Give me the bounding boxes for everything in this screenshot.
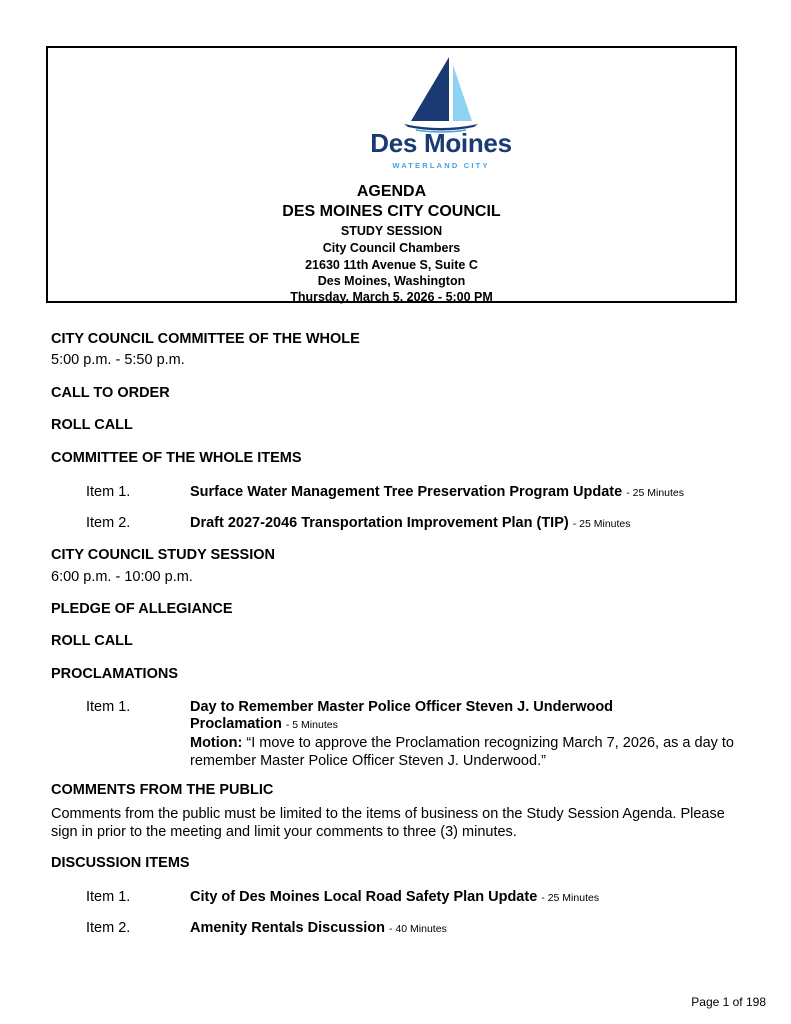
call-to-order-heading: CALL TO ORDER [51,385,170,401]
proclamation-item-number: Item 1. [86,699,131,715]
sailboat-icon [366,53,516,133]
agenda-header [46,46,737,303]
cotw-items-heading: COMMITTEE OF THE WHOLE ITEMS [51,450,302,466]
cotw-item-1-number: Item 1. [86,484,131,500]
study-session-time: 6:00 p.m. - 10:00 p.m. [51,569,193,585]
meeting-datetime: Thursday, March 5, 2026 - 5:00 PM [290,290,493,304]
study-roll-call-heading: ROLL CALL [51,633,133,649]
discussion-item-1[interactable] [190,889,599,905]
cotw-item-2-number: Item 2. [86,515,131,531]
meeting-address: 21630 11th Avenue S, Suite C [305,258,478,272]
cotw-time: 5:00 p.m. - 5:50 p.m. [51,352,185,368]
proclamations-heading: PROCLAMATIONS [51,666,179,682]
meeting-city: Des Moines, Washington [317,274,466,288]
logo-tagline: WATERLAND CITY [392,161,490,170]
pledge-heading: PLEDGE OF ALLEGIANCE [51,601,233,617]
public-comments-text: Comments from the public must be limited to the items of business on the Study Session Agenda. Please sign in prior to the meeting and limit your comments to three (3) minutes. [51,806,725,840]
roll-call-heading: ROLL CALL [51,417,133,433]
des-moines-logo [366,53,516,171]
proclamation-title-line1[interactable]: Day to Remember Master Police Officer Steven J. Underwood [190,699,614,715]
meeting-location: City Council Chambers [322,241,461,255]
session-type: STUDY SESSION [340,224,443,238]
cotw-item-1-title[interactable]: Surface Water Management Tree Preservation Program Update [190,484,623,500]
discussion-items-heading: DISCUSSION ITEMS [51,855,190,871]
agenda-title: AGENDA [356,183,427,200]
study-session-heading: CITY COUNCIL STUDY SESSION [51,547,275,563]
cotw-item-2-title[interactable]: Draft 2027-2046 Transportation Improvement Plan (TIP) [190,515,569,531]
discussion-item-2-duration: - 40 Minutes [389,923,447,935]
logo-name: Des Moines [370,128,512,158]
proclamation-duration: - 5 Minutes [285,719,338,731]
proclamation-motion [190,734,735,770]
discussion-item-2[interactable] [190,920,447,936]
cotw-heading: CITY COUNCIL COMMITTEE OF THE WHOLE [51,331,360,347]
discussion-item-1-duration: - 25 Minutes [541,892,600,904]
cotw-item-2[interactable] [190,515,631,531]
motion-label: Motion: [190,735,243,751]
discussion-item-1-title[interactable]: City of Des Moines Local Road Safety Plan Update [190,889,538,905]
proclamation-title-line2-row[interactable] [190,716,338,732]
discussion-item-1-number: Item 1. [86,889,131,905]
discussion-item-2-title[interactable]: Amenity Rentals Discussion [190,920,385,936]
cotw-item-2-duration: - 25 Minutes [572,518,631,530]
public-comments-heading: COMMENTS FROM THE PUBLIC [51,782,274,798]
discussion-item-2-number: Item 2. [86,920,131,936]
page-number: Page 1 of 198 [691,995,766,1009]
motion-text: “I move to approve the Proclamation recognizing March 7, 2026, as a day to remember Master Police Officer Steven J. Underwood.” [190,735,735,769]
council-title: DES MOINES CITY COUNCIL [282,203,501,220]
cotw-item-1-duration: - 25 Minutes [626,487,685,499]
cotw-item-1[interactable] [190,484,684,500]
proclamation-title-line2[interactable]: Proclamation [190,716,282,732]
